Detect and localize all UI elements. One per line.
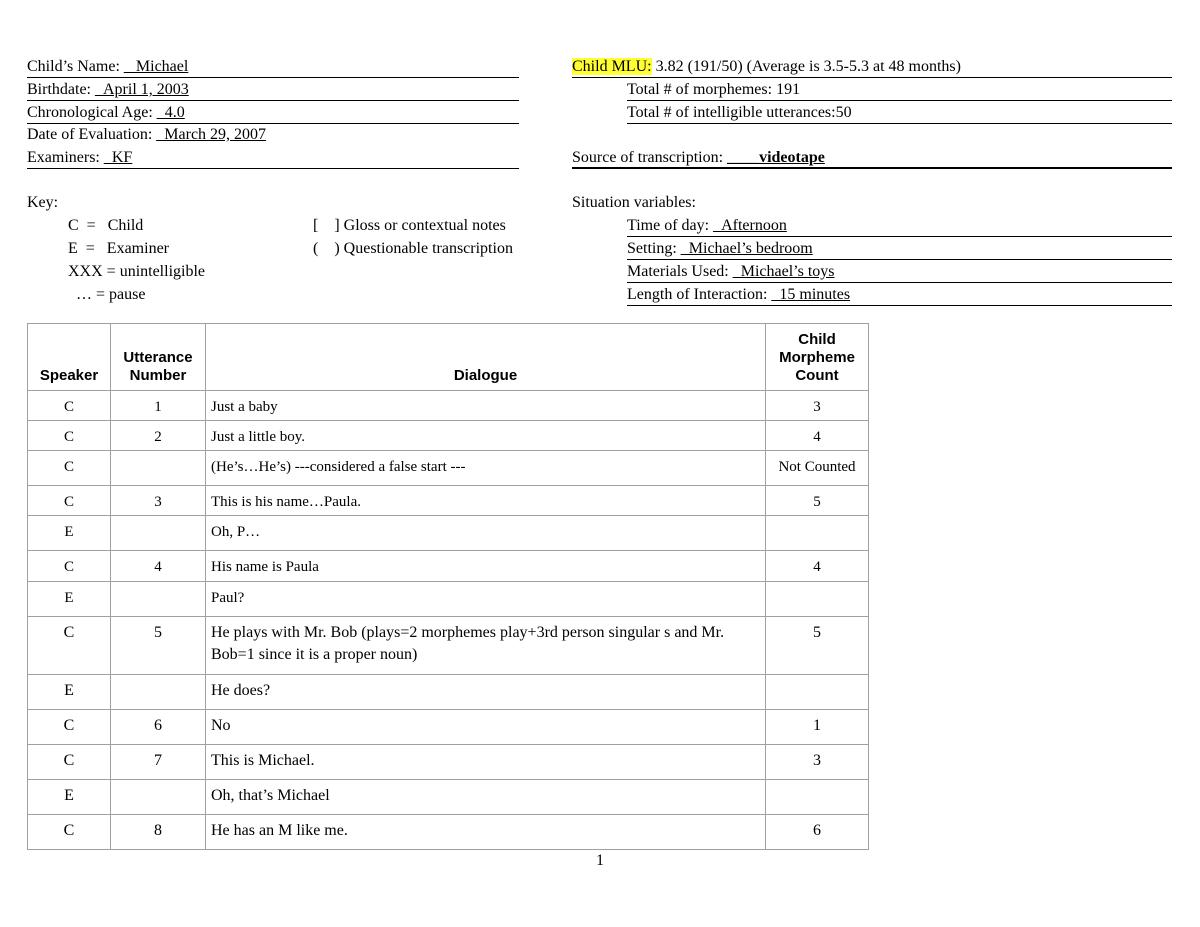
table-header-row	[28, 324, 869, 391]
table-row	[28, 391, 869, 421]
situation-label: Situation variables:	[572, 194, 696, 211]
dialogue-cell: Paul?	[206, 582, 766, 617]
utterance-number-cell: 1	[111, 391, 206, 421]
key-gloss: [ ] Gloss or contextual notes	[313, 217, 506, 234]
eval-date-value: _March 29, 2007	[156, 126, 267, 143]
birthdate-value: _April 1, 2003	[94, 81, 189, 98]
chron-age-value: _4.0	[156, 104, 185, 121]
morpheme-count-cell: 5	[766, 617, 869, 675]
speaker-cell: E	[28, 675, 111, 710]
morpheme-count-cell: 4	[766, 551, 869, 582]
speaker-header: Speaker	[28, 324, 111, 391]
table-row	[28, 815, 869, 850]
examiners-line	[27, 147, 519, 169]
materials-label: Materials Used:	[627, 263, 729, 280]
table-row	[28, 451, 869, 486]
morpheme-count-header: Child Morpheme Count	[766, 324, 869, 391]
utterance-number-cell	[111, 582, 206, 617]
morpheme-count-cell: 5	[766, 486, 869, 516]
utterance-number-cell: 2	[111, 421, 206, 451]
dialogue-header: Dialogue	[206, 324, 766, 391]
setting-line	[627, 238, 1172, 260]
dialogue-cell: No	[206, 710, 766, 745]
childs-name-value: _ Michael	[123, 58, 189, 75]
dialogue-cell: This is his name…Paula.	[206, 486, 766, 516]
source-line	[572, 147, 1172, 169]
chron-age-label: Chronological Age:	[27, 104, 153, 121]
source-label: Source of transcription:	[572, 149, 724, 166]
utterance-header: Utterance Number	[111, 324, 206, 391]
morpheme-count-cell	[766, 780, 869, 815]
speaker-cell: E	[28, 780, 111, 815]
transcript-table	[27, 323, 869, 850]
eval-date-label: Date of Evaluation:	[27, 126, 153, 143]
table-row	[28, 486, 869, 516]
speaker-cell: C	[28, 486, 111, 516]
table-row	[28, 780, 869, 815]
setting-label: Setting:	[627, 240, 677, 257]
dialogue-cell: Just a little boy.	[206, 421, 766, 451]
mlu-line	[572, 56, 1172, 78]
morpheme-count-cell: 1	[766, 710, 869, 745]
morpheme-count-cell: Not Counted	[766, 451, 869, 486]
setting-value: _Michael’s bedroom	[680, 240, 813, 257]
utterance-number-cell: 3	[111, 486, 206, 516]
page-number: 1	[596, 852, 604, 869]
length-label: Length of Interaction:	[627, 286, 768, 303]
utterance-number-cell: 7	[111, 745, 206, 780]
table-row	[28, 617, 869, 675]
materials-value: _Michael’s toys	[732, 263, 835, 280]
time-label: Time of day:	[627, 217, 710, 234]
utterance-number-cell	[111, 451, 206, 486]
key-examiner: E = Examiner	[68, 240, 169, 257]
speaker-cell: C	[28, 617, 111, 675]
utterance-number-cell: 5	[111, 617, 206, 675]
utterance-number-cell: 8	[111, 815, 206, 850]
childs-name-line	[27, 56, 519, 78]
morphemes-text: Total # of morphemes: 191	[627, 81, 801, 98]
speaker-cell: C	[28, 815, 111, 850]
morpheme-count-cell	[766, 675, 869, 710]
length-value: _15 minutes	[771, 286, 851, 303]
utterance-number-cell	[111, 780, 206, 815]
speaker-cell: E	[28, 516, 111, 551]
key-questionable: ( ) Questionable transcription	[313, 240, 513, 257]
utterances-line	[627, 102, 1172, 124]
birthdate-line	[27, 79, 519, 101]
key-unintelligible: XXX = unintelligible	[68, 263, 206, 280]
key-child: C = Child	[68, 217, 144, 234]
key-title: Key:	[27, 194, 59, 211]
source-value: ____videotape	[727, 149, 825, 166]
length-line	[627, 284, 1172, 306]
dialogue-cell: This is Michael.	[206, 745, 766, 780]
speaker-cell: E	[28, 582, 111, 617]
dialogue-cell: His name is Paula	[206, 551, 766, 582]
childs-name-label: Child’s Name:	[27, 58, 120, 75]
chron-age-line	[27, 102, 519, 124]
mlu-value: 3.82 (191/50) (Average is 3.5-5.3 at 48 months)	[655, 58, 961, 75]
dialogue-cell: (He’s…He’s) ---considered a false start ---	[206, 451, 766, 486]
speaker-cell: C	[28, 391, 111, 421]
speaker-cell: C	[28, 451, 111, 486]
speaker-cell: C	[28, 710, 111, 745]
time-line	[627, 215, 1172, 237]
time-value: _Afternoon	[713, 217, 787, 234]
table-row	[28, 551, 869, 582]
table-row	[28, 516, 869, 551]
materials-line	[627, 261, 1172, 283]
table-row	[28, 710, 869, 745]
mlu-label: Child MLU:	[572, 58, 652, 75]
dialogue-cell: Oh, P…	[206, 516, 766, 551]
morpheme-count-cell: 3	[766, 391, 869, 421]
dialogue-cell: He does?	[206, 675, 766, 710]
speaker-cell: C	[28, 551, 111, 582]
dialogue-cell: He plays with Mr. Bob (plays=2 morphemes play+3rd person singular s and Mr. Bob=1 since it is a proper noun)	[206, 617, 766, 675]
table-row	[28, 582, 869, 617]
key-pause: … = pause	[76, 286, 146, 303]
morphemes-line	[627, 79, 1172, 101]
morpheme-count-cell: 4	[766, 421, 869, 451]
dialogue-cell: Just a baby	[206, 391, 766, 421]
speaker-cell: C	[28, 421, 111, 451]
utterance-number-cell: 4	[111, 551, 206, 582]
utterances-text: Total # of intelligible utterances:50	[627, 104, 852, 121]
birthdate-label: Birthdate:	[27, 81, 91, 98]
utterance-number-cell: 6	[111, 710, 206, 745]
eval-date-line	[27, 124, 266, 146]
dialogue-cell: He has an M like me.	[206, 815, 766, 850]
speaker-cell: C	[28, 745, 111, 780]
table-row	[28, 745, 869, 780]
utterance-number-cell	[111, 516, 206, 551]
morpheme-count-cell: 3	[766, 745, 869, 780]
morpheme-count-cell	[766, 582, 869, 617]
morpheme-count-cell: 6	[766, 815, 869, 850]
utterance-number-cell	[111, 675, 206, 710]
examiners-value: _KF	[103, 149, 133, 166]
dialogue-cell: Oh, that’s Michael	[206, 780, 766, 815]
table-row	[28, 675, 869, 710]
morpheme-count-cell	[766, 516, 869, 551]
table-row	[28, 421, 869, 451]
examiners-label: Examiners:	[27, 149, 100, 166]
